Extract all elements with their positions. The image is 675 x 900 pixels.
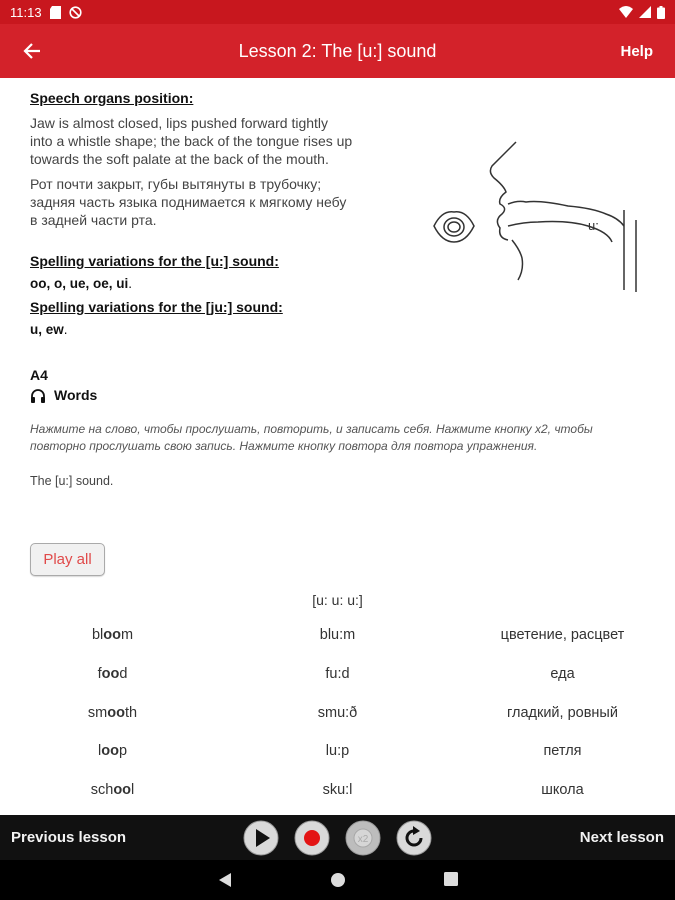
no-disturb-icon	[69, 6, 82, 19]
figure-label: u:	[588, 218, 599, 233]
help-button[interactable]: Help	[620, 42, 653, 60]
play-all-button[interactable]: Play all	[30, 543, 105, 576]
spelling-values-ju: u, ew.	[30, 322, 68, 337]
back-button[interactable]	[0, 24, 64, 78]
signal-icon	[639, 6, 651, 18]
words-table	[0, 592, 675, 809]
bottom-bar	[0, 815, 675, 860]
record-button[interactable]	[294, 820, 330, 856]
text-line: Рот почти закрыт, губы вытянуты в трубочку;	[30, 176, 322, 192]
spelling-values-u: oo, o, ue, oe, ui.	[30, 276, 133, 291]
transcription-cell: sku:l	[322, 782, 353, 799]
table-row[interactable]	[0, 616, 675, 655]
text-line: задняя часть языка поднимается к мягкому небу	[30, 194, 347, 210]
exercise-code: A4	[30, 367, 48, 383]
system-nav-bar	[0, 860, 675, 900]
speech-organs-diagram	[428, 130, 648, 310]
app-bar	[0, 24, 675, 78]
word-cell[interactable]: bloom	[91, 627, 134, 644]
nav-home-button[interactable]	[330, 872, 346, 888]
nav-back-button[interactable]	[218, 872, 232, 888]
battery-icon	[657, 6, 665, 19]
word-cell[interactable]: smooth	[87, 704, 138, 721]
text-line: в задней части рта.	[30, 212, 157, 228]
replay-recording-button[interactable]	[345, 820, 381, 856]
repeat-exercise-button[interactable]	[396, 820, 432, 856]
transcription-cell: blu:m	[319, 627, 356, 644]
words-title	[30, 387, 645, 403]
arrow-left-icon	[23, 42, 41, 60]
transcription-cell: fu:d	[325, 666, 350, 683]
word-cell[interactable]: school	[90, 782, 135, 799]
table-row[interactable]	[0, 693, 675, 732]
exercise-instructions: Нажмите на слово, чтобы прослушать, повторить, и записать себя. Нажмите кнопку x2, чтобы повторно прослушать свою запись. Нажмите кнопку повтора для повтора упражнения.	[30, 422, 593, 453]
next-lesson-button[interactable]: Next lesson	[579, 829, 664, 846]
sound-note: The [u:] sound.	[30, 474, 114, 488]
previous-lesson-button[interactable]: Previous lesson	[11, 829, 127, 846]
text-line: towards the soft palate at the back of the mouth.	[30, 151, 329, 167]
translation-cell: школа	[541, 782, 584, 799]
sd-card-icon	[50, 6, 61, 19]
words-label: Words	[54, 387, 98, 403]
record-icon	[304, 830, 320, 846]
word-cell[interactable]: loop	[97, 743, 128, 760]
word-cell[interactable]: food	[97, 666, 128, 683]
nav-recents-button[interactable]	[444, 872, 458, 886]
speech-heading: Speech organs position:	[30, 90, 194, 106]
translation-cell: гладкий, ровный	[507, 704, 618, 721]
spelling-heading-ju: Spelling variations for the [ju:] sound:	[30, 299, 283, 315]
spelling-heading-u: Spelling variations for the [u:] sound:	[30, 253, 279, 269]
translation-cell: петля	[543, 743, 582, 760]
headphones-icon	[30, 388, 46, 403]
wifi-icon	[619, 6, 633, 18]
text-line: Jaw is almost closed, lips pushed forward tightly	[30, 115, 329, 131]
x2-label: x2	[357, 834, 369, 845]
play-button[interactable]	[243, 820, 279, 856]
transcription-cell: smu:ð	[317, 704, 358, 721]
table-row[interactable]	[0, 732, 675, 771]
phonetic-header: [u: u: u:]	[312, 592, 363, 608]
text-line: into a whistle shape; the back of the tongue rises up	[30, 133, 353, 149]
translation-cell: цветение, расцвет	[500, 627, 625, 644]
table-row[interactable]	[0, 771, 675, 810]
transcription-cell: lu:p	[325, 743, 350, 760]
clock: 11:13	[10, 4, 42, 20]
translation-cell: еда	[550, 666, 575, 683]
page-title: Lesson 2: The [u:] sound	[238, 40, 437, 61]
status-bar	[0, 0, 675, 24]
table-row[interactable]	[0, 655, 675, 694]
